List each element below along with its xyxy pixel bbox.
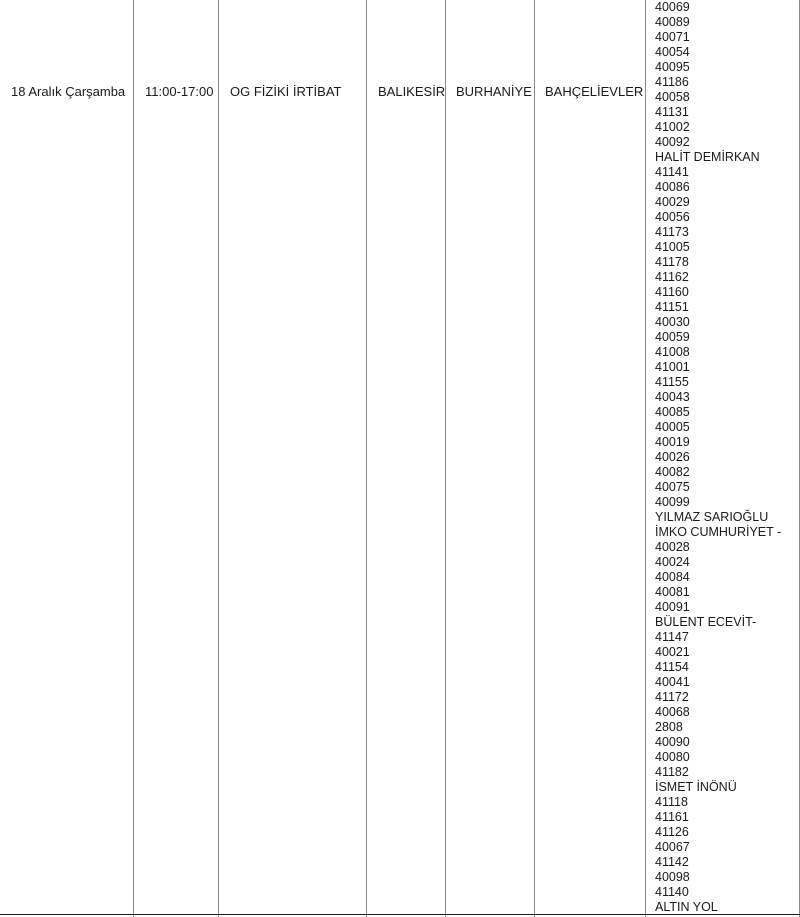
street-item: 40092 xyxy=(655,135,690,149)
street-item: 40086 xyxy=(655,180,690,194)
street-item: 41002 xyxy=(655,120,690,134)
street-item: 41008 xyxy=(655,345,690,359)
reason-column xyxy=(219,0,367,917)
city-column xyxy=(367,0,446,917)
street-item: 40059 xyxy=(655,330,690,344)
date-column xyxy=(0,0,134,917)
street-item: 40019 xyxy=(655,435,690,449)
street-item: 40099 xyxy=(655,495,690,509)
street-item: 40095 xyxy=(655,60,690,74)
street-item: İSMET İNÖNÜ xyxy=(655,780,737,794)
date-cell: 18 Aralık Çarşamba xyxy=(11,84,126,99)
street-item: 40030 xyxy=(655,315,690,329)
street-item: 40080 xyxy=(655,750,690,764)
time-cell: 11:00-17:00 xyxy=(145,84,214,99)
street-item: 40081 xyxy=(655,585,690,599)
street-item: 40089 xyxy=(655,15,690,29)
street-item: 40069 xyxy=(655,0,690,14)
street-item: 41186 xyxy=(655,75,689,89)
street-item: 40005 xyxy=(655,420,690,434)
street-item: 41140 xyxy=(655,885,689,899)
neighborhood-cell: BAHÇELİEVLER xyxy=(545,84,644,99)
street-item: BÜLENT ECEVİT- xyxy=(655,615,757,629)
street-item: 41154 xyxy=(655,660,689,674)
table-bottom-border xyxy=(0,914,800,915)
street-list xyxy=(655,0,781,915)
street-item: 40068 xyxy=(655,705,690,719)
street-item: 40041 xyxy=(655,675,690,689)
street-item: 40085 xyxy=(655,405,690,419)
street-item: 41131 xyxy=(655,105,689,119)
street-item: 40026 xyxy=(655,450,690,464)
city-cell: BALIKESİR xyxy=(378,84,446,99)
street-item: 41178 xyxy=(655,255,689,269)
street-item: 40021 xyxy=(655,645,690,659)
street-item: 41141 xyxy=(655,165,689,179)
street-item: 40091 xyxy=(655,600,690,614)
street-item: 41173 xyxy=(655,225,689,239)
district-column xyxy=(446,0,535,917)
street-item: 40043 xyxy=(655,390,690,404)
street-item: 41142 xyxy=(655,855,689,869)
neighborhood-column xyxy=(535,0,646,917)
street-item: 41172 xyxy=(655,690,689,704)
street-item: İMKO CUMHURİYET - xyxy=(655,525,782,539)
street-item: 40084 xyxy=(655,570,690,584)
street-item: 40054 xyxy=(655,45,690,59)
reason-cell: OG FİZİKİ İRTİBAT xyxy=(230,84,342,99)
street-item: 40075 xyxy=(655,480,690,494)
street-item: 41147 xyxy=(655,630,689,644)
street-item: 40058 xyxy=(655,90,690,104)
time-column xyxy=(134,0,219,917)
street-item: 41118 xyxy=(655,795,688,809)
street-item: 40071 xyxy=(655,30,690,44)
street-item: 40028 xyxy=(655,540,690,554)
street-item: 40090 xyxy=(655,735,690,749)
street-item: 41155 xyxy=(655,375,689,389)
street-item: 41001 xyxy=(655,360,690,374)
district-cell: BURHANİYE xyxy=(456,84,532,99)
street-item: 40029 xyxy=(655,195,690,209)
street-item: 40082 xyxy=(655,465,690,479)
street-item: 2808 xyxy=(655,720,683,734)
street-item: HALİT DEMİRKAN xyxy=(655,150,760,164)
street-item: 41151 xyxy=(655,300,689,314)
street-item: ALTIN YOL xyxy=(655,900,718,914)
street-item: 41160 xyxy=(655,285,689,299)
street-item: 41005 xyxy=(655,240,690,254)
street-item: 40067 xyxy=(655,840,690,854)
street-item: 40098 xyxy=(655,870,690,884)
street-item: 41182 xyxy=(655,765,689,779)
street-item: 40056 xyxy=(655,210,690,224)
street-item: 41161 xyxy=(655,810,689,824)
street-item: 41126 xyxy=(655,825,689,839)
street-item: 40024 xyxy=(655,555,690,569)
street-item: YILMAZ SARIOĞLU xyxy=(655,510,769,524)
street-item: 41162 xyxy=(655,270,689,284)
